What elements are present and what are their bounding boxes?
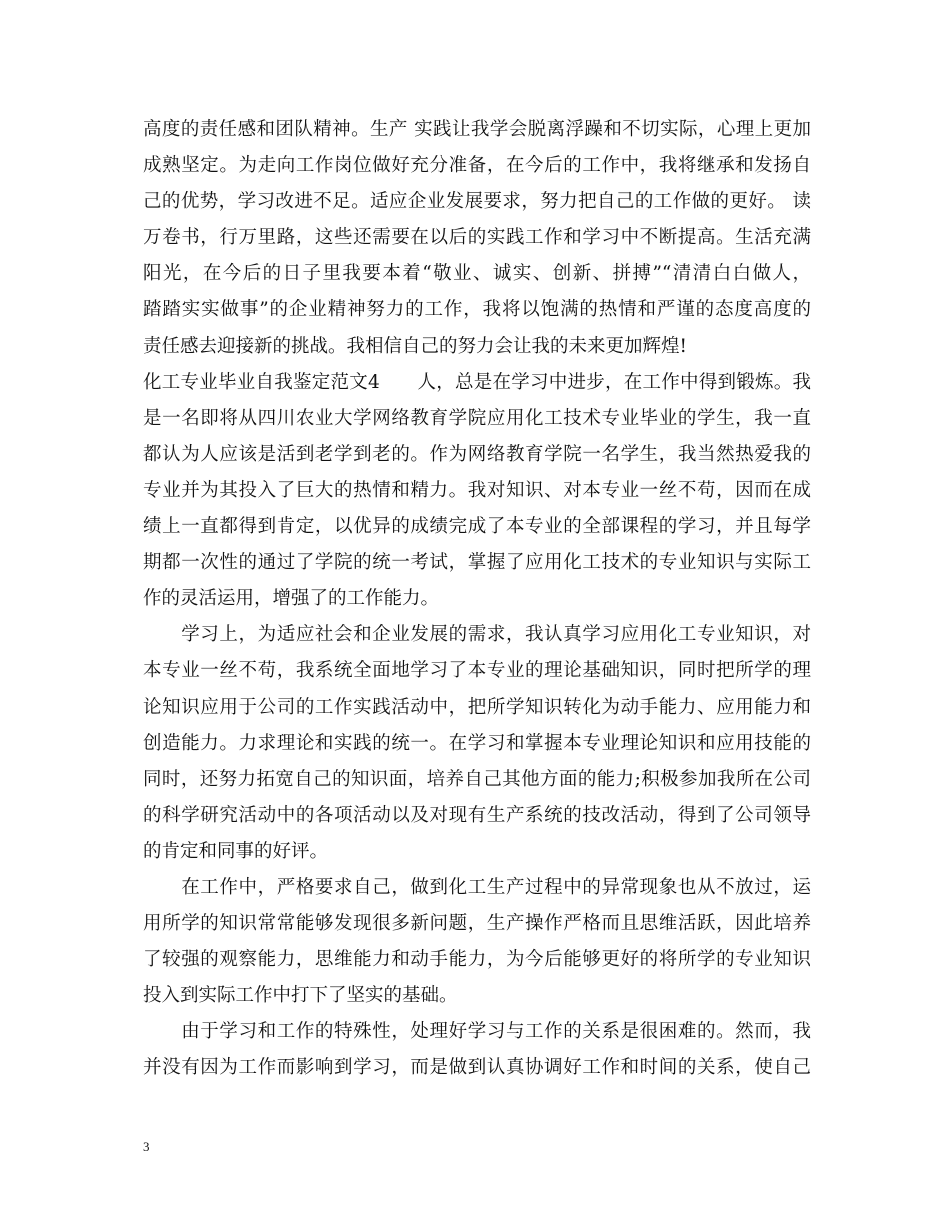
text-line: 绩上一直都得到肯定，以优异的成绩完成了本专业的全部课程的学习，并且每学	[143, 516, 811, 538]
text-line: 都认为人应该是活到老学到老的。作为网络教育学院一名学生，我当然热爱我的	[143, 443, 811, 465]
page-number: 3	[143, 1139, 150, 1154]
text-line: 并没有因为工作而影响到学习，而是做到认真协调好工作和时间的关系，使自己	[143, 1057, 811, 1079]
text-line: 期都一次性的通过了学院的统一考试，掌握了应用化工技术的专业知识与实际工	[143, 552, 811, 574]
text-line: 同时，还努力拓宽自己的知识面，培养自己其他方面的能力;积极参加我所在公司	[143, 768, 811, 790]
text-line: 了较强的观察能力，思维能力和动手能力，为今后能够更好的将所学的专业知识	[143, 949, 811, 971]
text-line: 在工作中，严格要求自己，做到化工生产过程中的异常现象也从不放过，运	[143, 876, 811, 898]
text-line: 专业并为其投入了巨大的热情和精力。我对知识、对本专业一丝不苟，因而在成	[143, 479, 811, 501]
text-line: 作的灵活运用，增强了的工作能力。	[143, 588, 440, 610]
text-line: 踏踏实实做事”的企业精神努力的工作，我将以饱满的热情和严谨的态度高度的	[143, 299, 811, 321]
text-line: 本专业一丝不苟，我系统全面地学习了本专业的理论基础知识，同时把所学的理	[143, 660, 811, 682]
text-line: 万卷书，行万里路，这些还需要在以后的实践工作和学习中不断提高。生活充满	[143, 227, 811, 249]
text-line: 高度的责任感和团队精神。生产 实践让我学会脱离浮躁和不切实际，心理上更加	[143, 119, 811, 140]
text-line: 是一名即将从四川农业大学网络教育学院应用化工技术专业毕业的学生，我一直	[143, 407, 811, 429]
text-line: 己的优势，学习改进不足。适应企业发展要求，努力把自己的工作做的更好。 读	[143, 191, 811, 213]
text-line: 阳光，在今后的日子里我要本着“敬业、诚实、创新、拼搏”“清清白白做人，	[143, 263, 811, 285]
text-line: 投入到实际工作中打下了坚实的基础。	[143, 985, 458, 1007]
text-line: 创造能力。力求理论和实践的统一。在学习和掌握本专业理论知识和应用技能的	[143, 732, 811, 754]
text-line: 论知识应用于公司的工作实践活动中，把所学知识转化为动手能力、应用能力和	[143, 696, 811, 718]
section-heading-line: 化工专业毕业自我鉴定范文4 人，总是在学习中进步，在工作中得到锻炼。我	[143, 371, 811, 393]
text-line: 责任感去迎接新的挑战。我相信自己的努力会让我的未来更加辉煌!	[143, 335, 687, 357]
text-line: 成熟坚定。为走向工作岗位做好充分准备，在今后的工作中，我将继承和发扬自	[143, 155, 811, 177]
text-line: 由于学习和工作的特殊性，处理好学习与工作的关系是很困难的。然而，我	[143, 1021, 811, 1043]
text-line: 用所学的知识常常能够发现很多新问题，生产操作严格而且思维活跃，因此培养	[143, 913, 811, 935]
body-text	[143, 112, 811, 1087]
text-line: 的肯定和同事的好评。	[143, 840, 329, 862]
text-line: 的科学研究活动中的各项活动以及对现有生产系统的技改活动，得到了公司领导	[143, 804, 811, 826]
text-line: 学习上，为适应社会和企业发展的需求，我认真学习应用化工专业知识，对	[143, 624, 811, 646]
